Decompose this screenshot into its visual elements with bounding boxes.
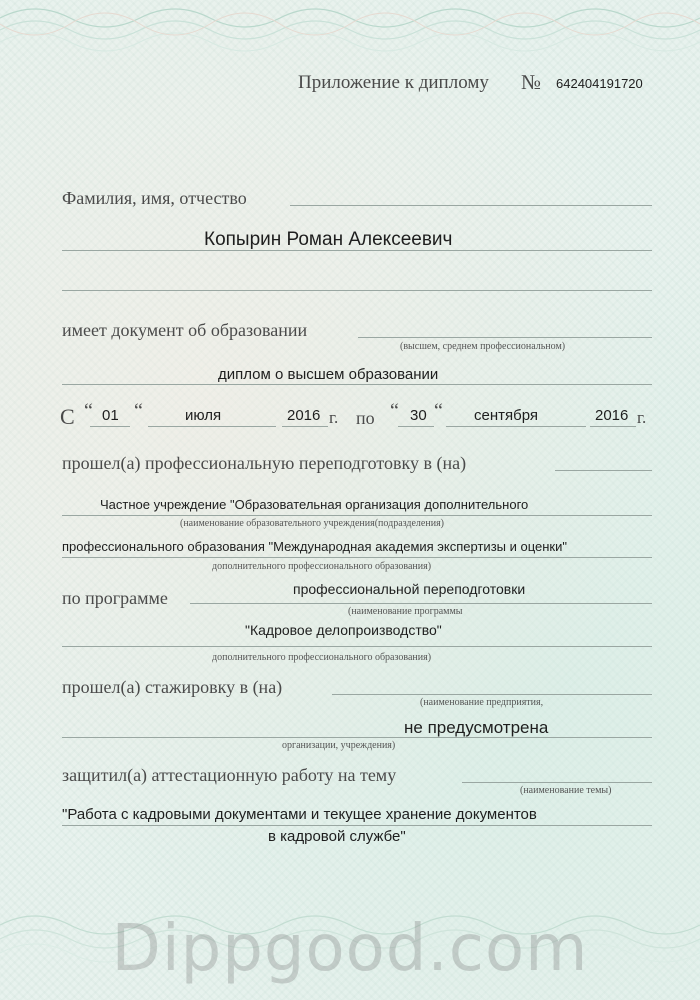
start-day-quote-close: “ <box>134 400 143 422</box>
retraining-label: прошел(а) профессиональную переподготовку в (на) <box>62 453 467 473</box>
start-year-suffix: г. <box>329 408 339 427</box>
retraining-org-line2: профессионального образования "Международная академия экспертизы и оценки" <box>62 539 567 554</box>
start-day-underline <box>90 426 130 427</box>
program-value2: "Кадровое делопроизводство" <box>245 622 442 638</box>
dates-mid: по <box>356 408 375 428</box>
start-day-quote-open: “ <box>84 400 93 422</box>
number-sign: № <box>521 70 542 94</box>
program-underline-2 <box>62 646 652 647</box>
education-hint: (высшем, среднем профессиональном) <box>400 341 566 352</box>
top-guilloche-ornament <box>0 0 700 62</box>
education-underline-2 <box>62 384 652 385</box>
fio-value: Копырин Роман Алексеевич <box>204 229 453 250</box>
retraining-org-hint1: (наименование образовательного учреждения(подразделения) <box>180 518 444 529</box>
end-day-quote-open: “ <box>390 400 399 422</box>
internship-hint2: организации, учреждения) <box>282 740 396 751</box>
thesis-label: защитил(а) аттестационную работу на тему <box>62 765 397 785</box>
end-day-quote-close: “ <box>434 400 443 422</box>
end-day-underline <box>398 426 434 427</box>
fio-label: Фамилия, имя, отчество <box>62 188 247 208</box>
thesis-line1: "Работа с кадровыми документами и текущее хранение документов <box>62 806 537 823</box>
start-month-underline <box>148 426 276 427</box>
program-hint1: (наименование программы <box>348 606 463 617</box>
start-month: июля <box>185 407 222 424</box>
retraining-org-hint2: дополнительного профессионального образования) <box>212 561 432 572</box>
thesis-hint: (наименование темы) <box>520 785 612 796</box>
internship-value: не предусмотрена <box>404 718 549 737</box>
retraining-org-underline-2 <box>62 557 652 558</box>
end-day: 30 <box>410 407 427 424</box>
internship-hint1: (наименование предприятия, <box>420 697 544 708</box>
end-year: 2016 <box>595 407 629 424</box>
thesis-underline-1 <box>462 782 652 783</box>
header-title: Приложение к диплому <box>298 72 489 93</box>
end-month: сентября <box>474 407 539 424</box>
retraining-org-underline-1 <box>62 515 652 516</box>
end-month-underline <box>446 426 586 427</box>
program-value1: профессиональной переподготовки <box>293 581 526 597</box>
education-underline-1 <box>358 337 652 338</box>
start-year-underline <box>282 426 328 427</box>
fio-underline-2 <box>62 250 652 251</box>
program-underline-1 <box>190 603 652 604</box>
end-year-underline <box>590 426 636 427</box>
education-value: диплом о высшем образовании <box>218 366 439 383</box>
internship-underline-1 <box>332 694 652 695</box>
supplement-number: 642404191720 <box>556 76 643 91</box>
thesis-underline-2 <box>62 825 652 826</box>
thesis-line2: в кадровой службе" <box>268 828 406 845</box>
dates-prefix: С <box>60 404 75 429</box>
internship-underline-2 <box>62 737 652 738</box>
retraining-underline <box>555 470 652 471</box>
start-day: 01 <box>102 407 119 424</box>
internship-label: прошел(а) стажировку в (на) <box>62 677 283 697</box>
program-label: по программе <box>62 588 168 608</box>
program-hint2: дополнительного профессионального образования) <box>212 652 432 663</box>
education-label: имеет документ об образовании <box>62 320 308 340</box>
fio-underline-1 <box>290 205 652 206</box>
start-year: 2016 <box>287 407 321 424</box>
end-year-suffix: г. <box>637 408 647 427</box>
fio-underline-3 <box>62 290 652 291</box>
watermark: Dippgood.com <box>111 912 589 986</box>
retraining-org-line1: Частное учреждение "Образовательная организация дополнительного <box>100 497 529 512</box>
